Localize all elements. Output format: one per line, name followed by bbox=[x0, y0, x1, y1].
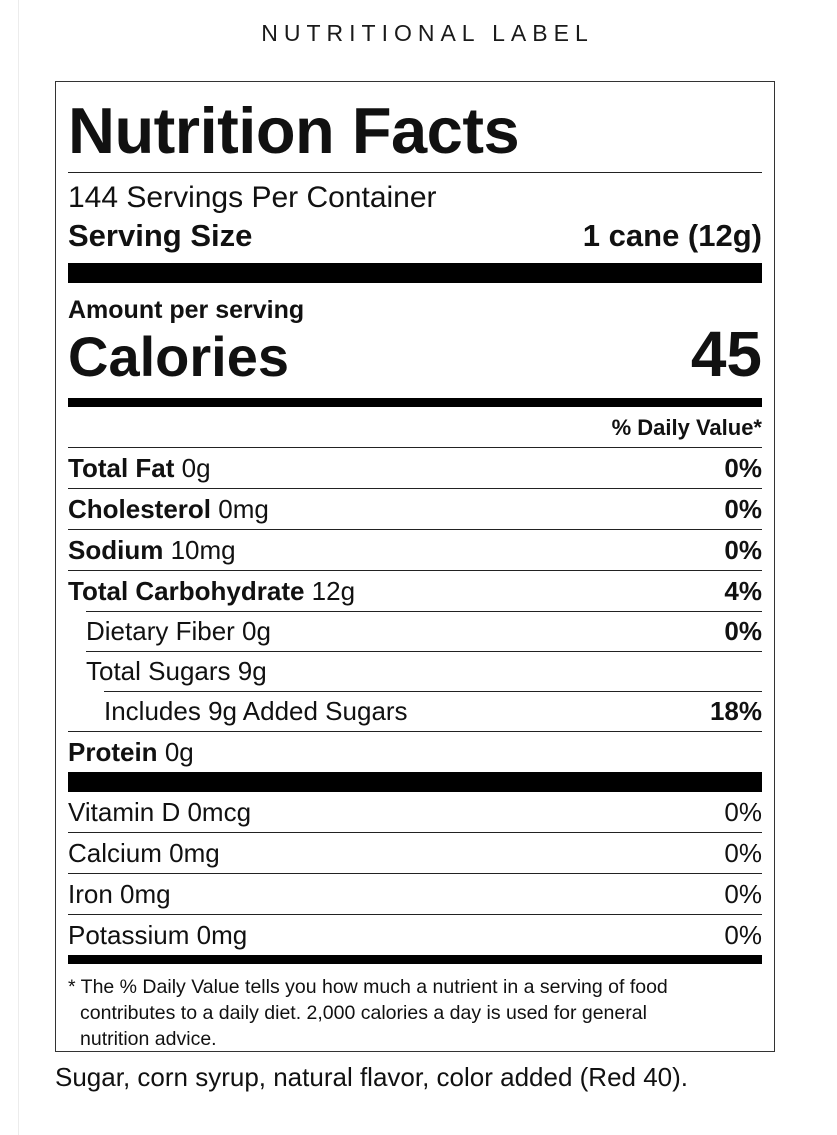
vitamin-name: Calcium 0mg bbox=[68, 837, 220, 868]
nutrient-name: Total Carbohydrate bbox=[68, 575, 305, 606]
footnote bbox=[68, 974, 762, 1052]
nutrient-name: Cholesterol bbox=[68, 493, 212, 524]
nutrient-row-total-sugars bbox=[68, 651, 762, 691]
nutrient-row-protein bbox=[68, 731, 762, 772]
footnote-line: nutrition advice. bbox=[80, 1028, 217, 1050]
nutrient-amount: 0mg bbox=[218, 493, 269, 524]
vitamin-name: Potassium 0mg bbox=[68, 919, 248, 950]
servings-per-container: 144 Servings Per Container bbox=[68, 181, 437, 214]
serving-size-value: 1 cane (12g) bbox=[582, 218, 762, 253]
calories-label: Calories bbox=[68, 325, 289, 388]
nutrient-row-dietary-fiber bbox=[68, 611, 762, 651]
indent-divider bbox=[86, 651, 762, 652]
nutrient-row-cholesterol bbox=[68, 488, 762, 529]
nutrient-amount: 0g bbox=[164, 736, 194, 767]
vitamin-daily-value: 0% bbox=[724, 919, 762, 950]
footnote-line: contributes to a daily diet. 2,000 calories a day is used for general bbox=[80, 1002, 647, 1024]
nutrient-name: Includes 9g Added Sugars bbox=[104, 695, 408, 726]
nutrient-amount: 0g bbox=[181, 452, 211, 483]
nutrition-label-inner bbox=[68, 82, 762, 1051]
nutrient-name: Dietary Fiber 0g bbox=[86, 615, 271, 646]
serving-size-label: Serving Size bbox=[68, 218, 253, 253]
page-heading: NUTRITIONAL LABEL bbox=[261, 20, 594, 46]
calories-value: 45 bbox=[690, 318, 762, 390]
vitamin-daily-value: 0% bbox=[724, 878, 762, 909]
amount-per-serving: Amount per serving bbox=[68, 296, 305, 324]
nutrition-label bbox=[55, 81, 775, 1052]
nutrient-amount: 10mg bbox=[170, 534, 236, 565]
nutrient-row-total-carbohydrate bbox=[68, 570, 762, 611]
nutrient-name: Sodium bbox=[68, 534, 164, 565]
indent-divider bbox=[86, 611, 762, 612]
vitamin-row-potassium bbox=[68, 914, 762, 955]
vitamin-daily-value: 0% bbox=[724, 837, 762, 868]
page-left-rule bbox=[18, 0, 19, 1135]
medium-divider bbox=[68, 955, 762, 964]
nutrient-daily-value: 0% bbox=[724, 452, 762, 483]
vitamin-row-vitamin-d bbox=[68, 792, 762, 832]
nutrient-row-sodium bbox=[68, 529, 762, 570]
nutrient-row-total-fat bbox=[68, 447, 762, 488]
ingredients-list: Sugar, corn syrup, natural flavor, color added (Red 40). bbox=[55, 1062, 689, 1092]
nutrient-daily-value: 18% bbox=[709, 695, 762, 726]
medium-divider bbox=[68, 398, 762, 407]
nutrient-daily-value: 0% bbox=[724, 534, 762, 565]
nutrient-daily-value: 0% bbox=[724, 615, 762, 646]
vitamin-name: Iron 0mg bbox=[68, 878, 171, 909]
nutrient-name: Total Fat bbox=[68, 452, 175, 483]
vitamin-row-calcium bbox=[68, 832, 762, 873]
footnote-line: * The % Daily Value tells you how much a nutrient in a serving of food bbox=[68, 976, 668, 998]
thick-divider bbox=[68, 772, 762, 792]
calories-row bbox=[68, 318, 762, 390]
label-title: Nutrition Facts bbox=[68, 94, 520, 167]
nutrient-amount: 12g bbox=[311, 575, 356, 606]
nutrient-name: Total Sugars 9g bbox=[86, 655, 267, 686]
indent-divider bbox=[104, 691, 762, 692]
vitamin-daily-value: 0% bbox=[724, 796, 762, 827]
divider bbox=[68, 172, 762, 173]
serving-size-row bbox=[68, 219, 762, 253]
thick-divider bbox=[68, 263, 762, 283]
vitamin-row-iron bbox=[68, 873, 762, 914]
daily-value-header: % Daily Value* bbox=[611, 415, 762, 440]
nutrient-daily-value: 0% bbox=[724, 493, 762, 524]
nutrient-row-added-sugars bbox=[68, 691, 762, 731]
nutrient-daily-value: 4% bbox=[724, 575, 762, 606]
nutrient-name: Protein bbox=[68, 736, 158, 767]
vitamin-name: Vitamin D 0mcg bbox=[68, 796, 252, 827]
